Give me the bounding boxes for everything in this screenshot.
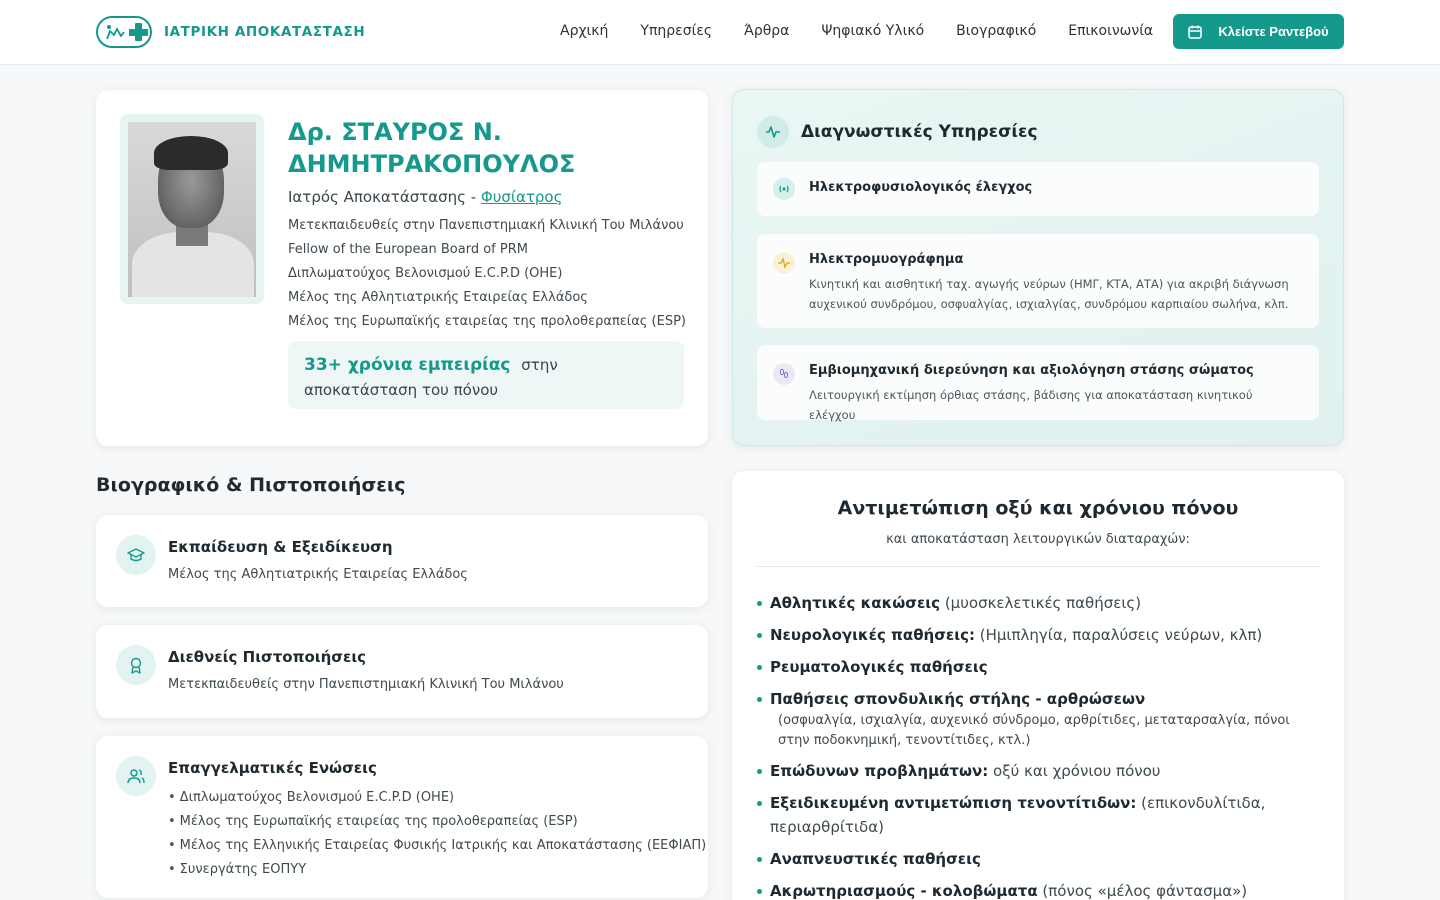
calendar-icon [1188,25,1202,39]
bio-card-associations [96,736,708,898]
nav-contact[interactable]: Επικοινωνία [1068,23,1154,39]
diagnostic-item-desc: Κινητική και αισθητική ταχ. αγωγής νεύρων (ΗΜΓ, ΚΤΑ, ΑΤΑ) για ακριβή διάγνωση αυχενικού συνδρόμου, οσφυαλγίας, ισχιαλγίας, συνδρόμου καρπιαίου σωλήνα, κλπ. [809,277,1289,311]
diagnostic-services-panel [732,89,1344,446]
bio-card-education [96,515,708,607]
diagnostic-item-desc: Λειτουργική εκτίμηση όρθιας στάσης, βάδισης για αποκατάσταση κινητικού ελέγχου [809,388,1253,422]
divider [756,566,1320,567]
bio-card-desc: Μέλος της Αθλητιατρικής Εταιρείας Ελλάδος [168,567,468,582]
experience-highlight: 33+ χρόνια εμπειρίας [304,355,511,375]
treatment-item: Αναπνευστικές παθήσεις [756,847,1316,871]
diagnostic-item-title: Εμβιομηχανική διερεύνηση και αξιολόγηση στάσης σώματος [809,363,1254,378]
doctor-photo [128,122,256,297]
doctor-profile-card [96,90,708,446]
credential-item: Μέλος της Αθλητιατρικής Εταιρείας Ελλάδος [288,290,588,305]
credential-item: Fellow of the European Board of PRM [288,242,528,257]
book-appointment-button[interactable] [1173,14,1344,49]
list-item: • Συνεργάτης ΕΟΠΥΥ [168,858,706,882]
logo[interactable] [96,16,365,48]
bio-card-title: Εκπαίδευση & Εξειδίκευση [168,538,393,556]
treatment-item: Ρευματολογικές παθήσεις [756,655,1316,679]
award-icon [116,645,156,685]
bio-card-title: Επαγγελματικές Ενώσεις [168,759,377,777]
radio-signal-icon [773,178,795,200]
nav-home[interactable]: Αρχική [560,23,609,39]
diagnostic-item-emg[interactable] [757,234,1319,328]
list-item: • Διπλωματούχος Βελονισμού E.C.P.D (OHE) [168,786,706,810]
diagnostic-header [757,116,1038,148]
bio-card-title: Διεθνείς Πιστοποιήσεις [168,648,367,666]
associations-list [168,786,706,882]
bio-card-desc: Μετεκπαιδευθείς στην Πανεπιστημιακή Κλινική Του Μιλάνου [168,677,564,692]
book-appointment-label: Κλείστε Ραντεβού [1218,24,1329,39]
diagnostic-item-title: Ηλεκτροφυσιολογικός έλεγχος [809,180,1033,195]
diagnostic-item-title: Ηλεκτρομυογράφημα [809,252,964,267]
activity-icon [757,116,789,148]
doctor-credentials [288,214,686,334]
pulse-icon [773,252,795,274]
users-icon [116,756,156,796]
treatment-subtitle: και αποκατάσταση λειτουργικών διαταραχών: [886,532,1190,547]
graduation-cap-icon [116,535,156,575]
nav-cv[interactable]: Βιογραφικό [956,23,1037,39]
experience-text: στην αποκατάσταση του πόνου [304,356,558,399]
nav-articles[interactable]: Άρθρα [744,23,790,39]
credential-item: Διπλωματούχος Βελονισμού E.C.P.D (OHE) [288,266,563,281]
treatment-item: Εξειδικευμένη αντιμετώπιση τενοντίτιδων: (επικονδυλίτιδα, περιαρθρίτιδα) [756,791,1316,839]
bio-card-certifications [96,625,708,718]
physiatrist-link[interactable]: Φυσίατρος [480,188,563,206]
credential-item: Μετεκπαιδευθείς στην Πανεπιστημιακή Κλινική Του Μιλάνου [288,218,684,233]
treatment-item: Αθλητικές κακώσεις (μυοσκελετικές παθήσεις) [756,591,1316,615]
treatment-item: Επώδυνων προβλημάτων: οξύ και χρόνιου πόνου [756,759,1316,783]
brand-name: ΙΑΤΡΙΚΗ ΑΠΟΚΑΤΑΣΤΑΣΗ [164,24,366,40]
treatment-title: Αντιμετώπιση οξύ και χρόνιου πόνου [837,497,1239,519]
list-item: • Μέλος της Ελληνικής Εταιρείας Φυσικής Ιατρικής και Αποκατάστασης (ΕΕΦΙΑΠ) [168,834,706,858]
doctor-name: Δρ. ΣΤΑΥΡΟΣ Ν. ΔΗΜΗΤΡΑΚΟΠΟΥΛΟΣ [288,118,576,178]
doctor-photo-frame [120,114,264,304]
nav-digital-material[interactable]: Ψηφιακό Υλικό [821,23,925,39]
bio-section-title: Βιογραφικό & Πιστοποιήσεις [96,474,406,496]
pain-treatment-card [732,471,1344,900]
footprints-icon [773,363,795,385]
diagnostic-item-biomechanics[interactable] [757,345,1319,420]
treatment-item: Παθήσεις σπονδυλικής στήλης - αρθρώσεων (οσφυαλγία, ισχιαλγία, αυχενικό σύνδρομο, αρθρίτιδες, μεταταρσαλγία, πόνοι στην ποδοκνημική, τενοντίτιδες, κτλ.) [756,687,1316,751]
treatment-list [756,591,1316,900]
diagnostic-item-electrophysiology[interactable] [757,162,1319,216]
experience-box [288,341,684,409]
main-nav [560,23,1185,39]
treatment-item: Νευρολογικές παθήσεις: (Ημιπληγία, παραλύσεις νεύρων, κλπ) [756,623,1316,647]
logo-icon [96,16,152,48]
treatment-item: Ακρωτηριασμούς - κολοβώματα (πόνος «μέλος φάντασμα») [756,879,1316,900]
nav-services[interactable]: Υπηρεσίες [640,23,713,39]
credential-item: Μέλος της Ευρωπαϊκής εταιρείας της προλοθεραπείας (ESP) [288,314,686,329]
site-header [0,0,1440,65]
list-item: • Μέλος της Ευρωπαϊκής εταιρείας της προλοθεραπείας (ESP) [168,810,706,834]
diagnostic-title: Διαγνωστικές Υπηρεσίες [801,122,1038,142]
doctor-role-prefix: Ιατρός Αποκατάστασης - [288,188,481,206]
doctor-role [288,188,562,206]
